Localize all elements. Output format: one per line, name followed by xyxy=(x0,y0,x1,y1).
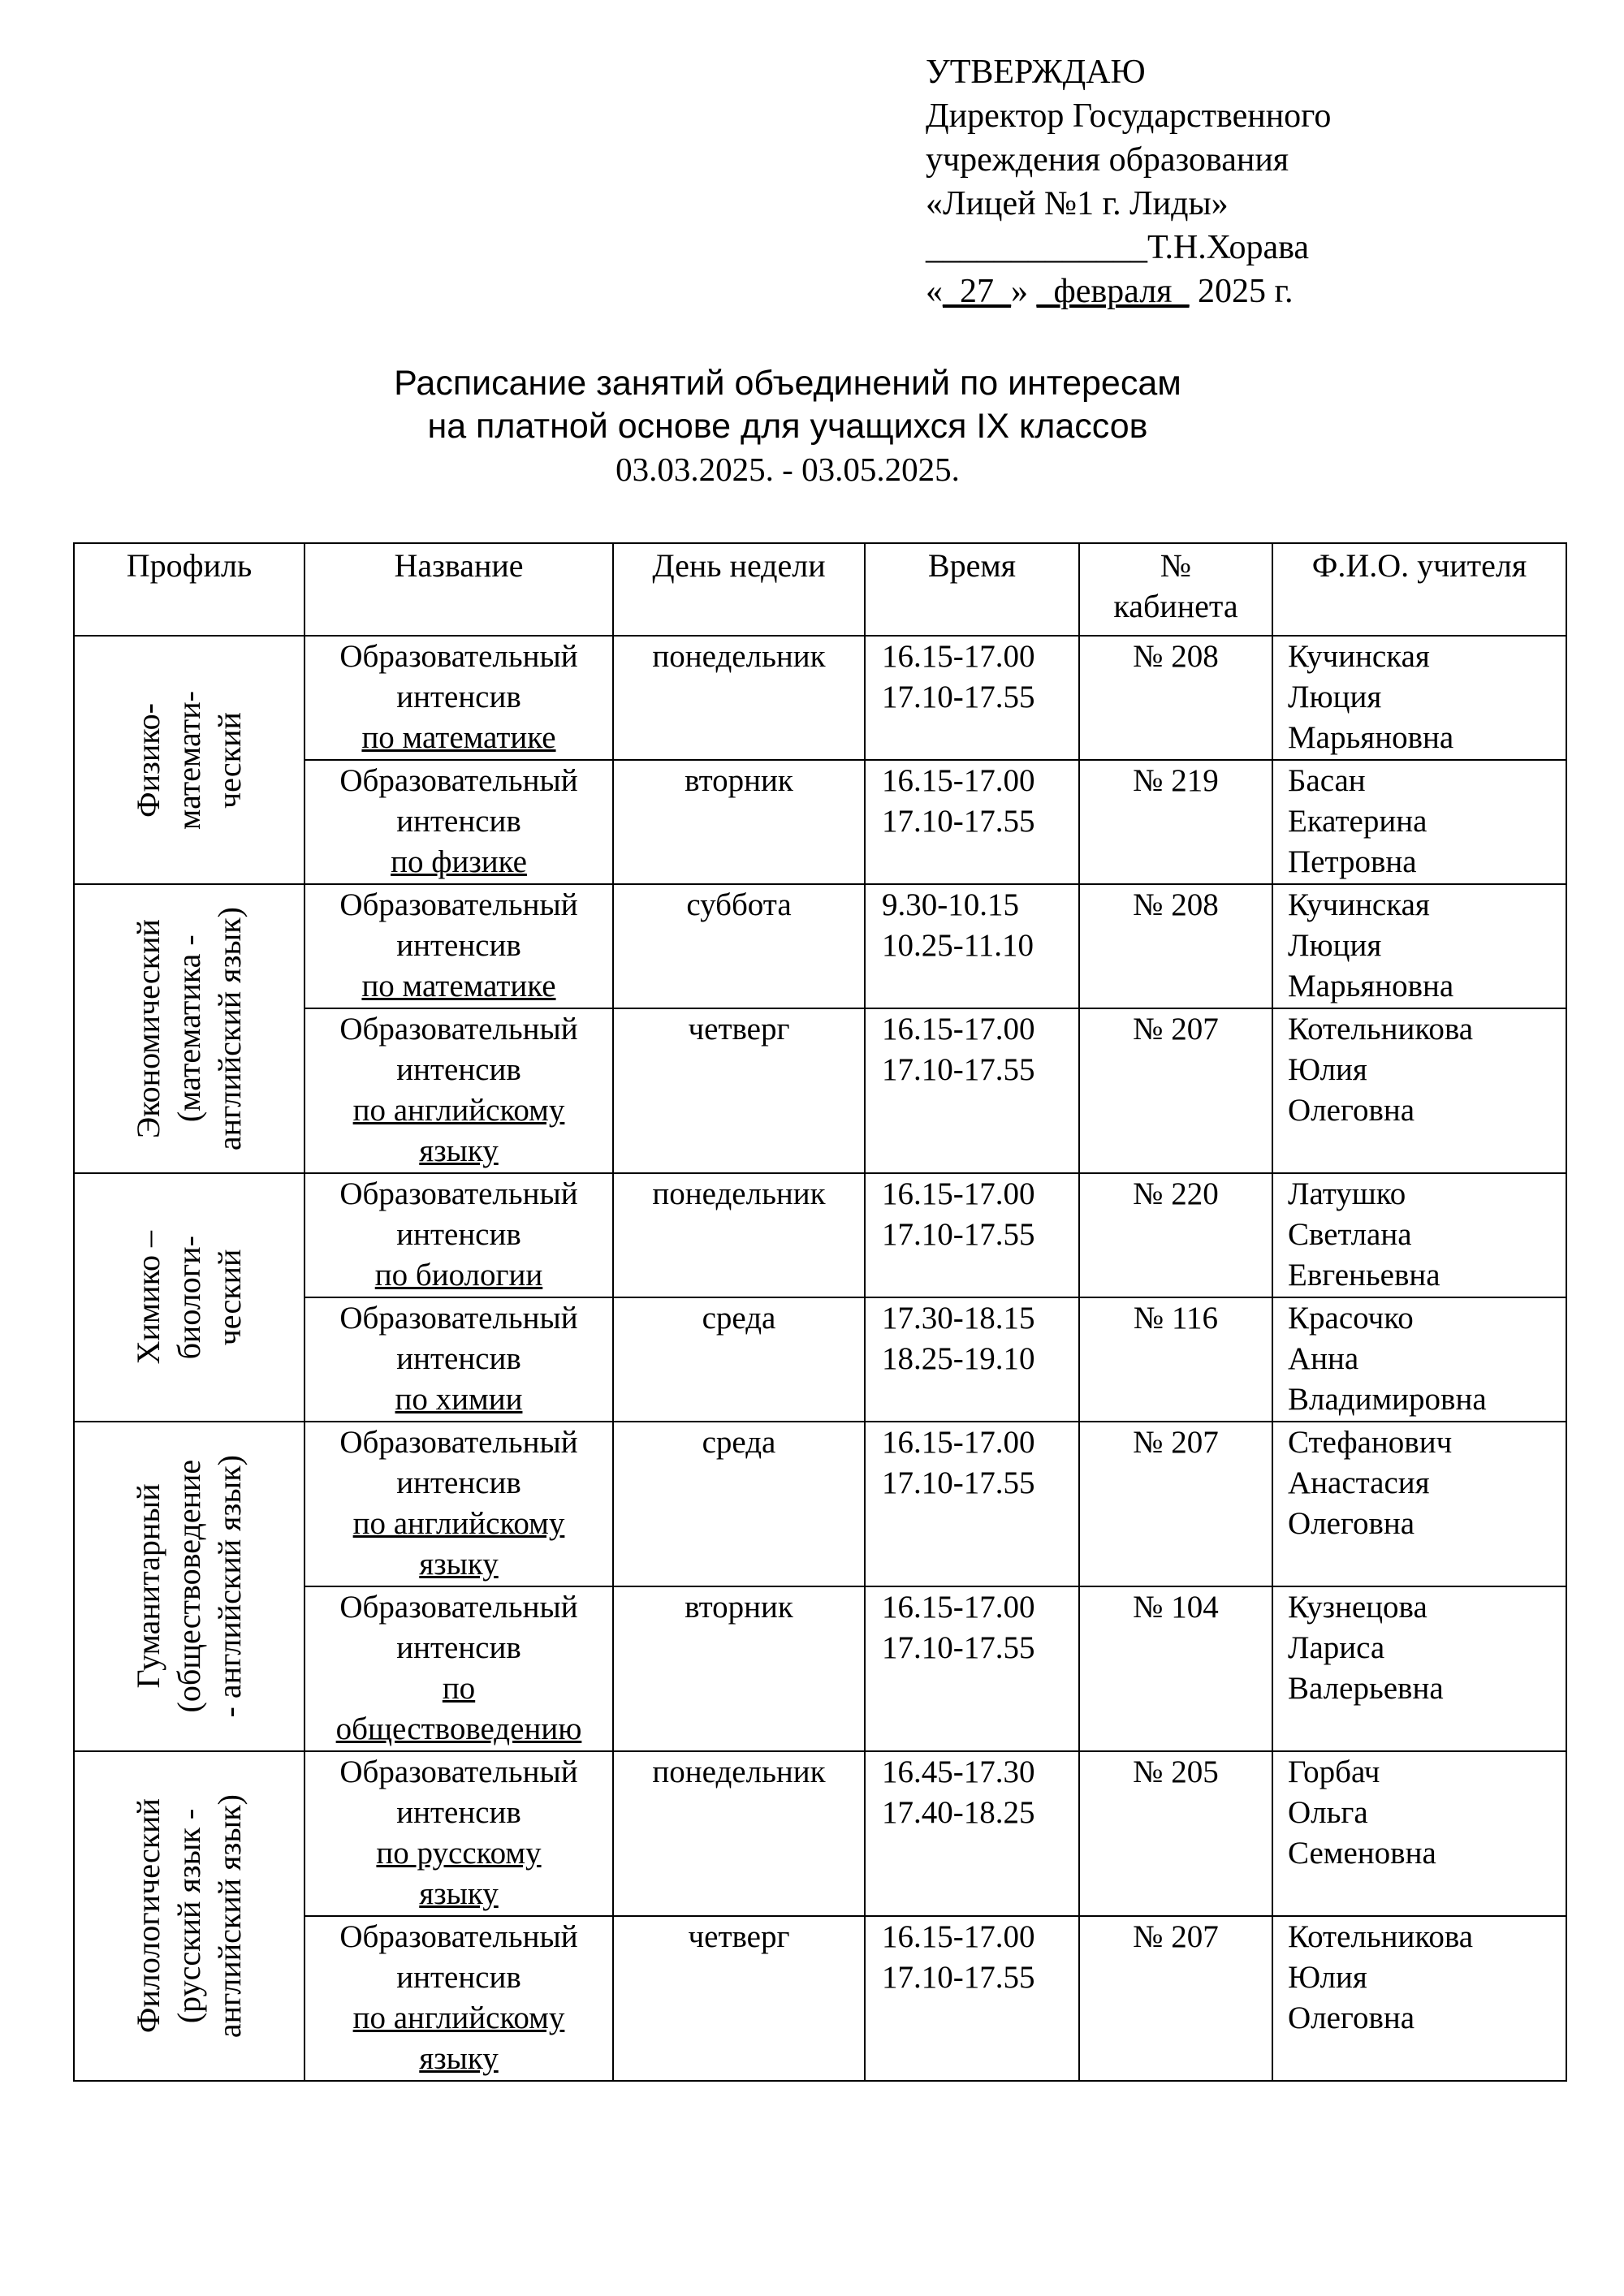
room-cell xyxy=(1079,1916,1272,2081)
teacher-cell xyxy=(1272,1297,1566,1422)
name-subject: языку xyxy=(419,1876,499,1911)
name-line: Образовательный xyxy=(339,1919,578,1954)
signature-name: __Т.Н.Хорава xyxy=(1113,229,1310,266)
time-slot-1: 16.15-17.00 xyxy=(882,1176,1035,1211)
name-cell xyxy=(304,1173,613,1297)
teacher-name-line: Горбач xyxy=(1288,1754,1380,1789)
table-row xyxy=(74,884,1566,1008)
profile-label xyxy=(128,691,250,830)
profile-label xyxy=(128,1794,250,2038)
teacher-name-line: Олеговна xyxy=(1288,2000,1415,2035)
name-cell xyxy=(304,1008,613,1173)
time-slot-2: 17.10-17.55 xyxy=(882,1052,1035,1087)
room-cell xyxy=(1079,1008,1272,1173)
approval-position: Директор Государственного xyxy=(926,97,1332,135)
name-subject: по химии xyxy=(395,1382,523,1417)
header-teacher: Ф.И.О. учителя xyxy=(1272,543,1566,636)
time-slot-2: 10.25-11.10 xyxy=(882,928,1034,963)
approval-institution-1: учреждения образования xyxy=(926,141,1289,179)
name-line: интенсив xyxy=(396,1795,521,1830)
teacher-name-line: Люция xyxy=(1288,680,1382,714)
profile-cell xyxy=(74,884,304,1173)
table-row xyxy=(74,636,1566,760)
profile-cell xyxy=(74,636,304,884)
name-subject: по биологии xyxy=(374,1258,543,1293)
name-line: Образовательный xyxy=(339,639,578,674)
time-slot-1: 16.15-17.00 xyxy=(882,1012,1035,1047)
name-subject: языку xyxy=(419,1133,499,1168)
schedule-table xyxy=(73,542,1567,2082)
profile-cell xyxy=(74,1173,304,1422)
room-number: № 220 xyxy=(1133,1176,1219,1211)
teacher-name-line: Кучинская xyxy=(1288,639,1430,674)
time-slot-2: 17.10-17.55 xyxy=(882,1217,1035,1252)
teacher-name-line: Лариса xyxy=(1288,1630,1385,1665)
name-cell xyxy=(304,884,613,1008)
profile-line: математи- xyxy=(171,690,207,830)
signature-blank: ___________ xyxy=(926,229,1113,266)
name-line: интенсив xyxy=(396,1052,521,1087)
room-cell xyxy=(1079,760,1272,884)
date-open: « xyxy=(926,273,943,310)
name-subject: по английскому xyxy=(352,2000,565,2035)
date-day: _27_ xyxy=(943,273,1011,310)
header-name: Название xyxy=(304,543,613,636)
teacher-name-line: Евгеньевна xyxy=(1288,1258,1440,1293)
profile-line: (обществоведение xyxy=(171,1460,207,1713)
name-cell xyxy=(304,1297,613,1422)
schedule-heading xyxy=(0,362,1575,491)
day-cell xyxy=(613,1422,865,1586)
teacher-name-line: Люция xyxy=(1288,928,1382,963)
name-line: интенсив xyxy=(396,1217,521,1252)
teacher-name-line: Владимировна xyxy=(1288,1382,1487,1417)
profile-line: биологи- xyxy=(171,1235,207,1360)
room-cell xyxy=(1079,1586,1272,1751)
approval-block xyxy=(926,50,1331,313)
teacher-name-line: Басан xyxy=(1288,763,1366,798)
time-slot-2: 17.10-17.55 xyxy=(882,680,1035,714)
heading-period: 03.03.2025. - 03.05.2025. xyxy=(615,451,960,488)
name-line: Образовательный xyxy=(339,1425,578,1460)
day-text: понедельник xyxy=(652,1176,826,1211)
time-cell xyxy=(865,1751,1079,1916)
profile-line: Химико – xyxy=(130,1230,166,1365)
heading-title-line2: на платной основе для учащихся IX классов xyxy=(427,407,1148,446)
time-slot-1: 16.15-17.00 xyxy=(882,1590,1035,1625)
time-slot-2: 17.40-18.25 xyxy=(882,1795,1035,1830)
profile-line: Филологический xyxy=(130,1798,166,2034)
profile-line: Физико- xyxy=(130,702,166,818)
teacher-cell xyxy=(1272,1422,1566,1586)
room-cell xyxy=(1079,884,1272,1008)
name-line: интенсив xyxy=(396,1341,521,1376)
name-line: интенсив xyxy=(396,1960,521,1995)
table-header-row xyxy=(74,543,1566,636)
profile-label xyxy=(128,1455,250,1717)
teacher-name-line: Олеговна xyxy=(1288,1506,1415,1541)
name-subject: по английскому xyxy=(352,1093,565,1128)
teacher-name-line: Светлана xyxy=(1288,1217,1412,1252)
day-text: понедельник xyxy=(652,639,826,674)
teacher-name-line: Екатерина xyxy=(1288,804,1427,839)
table-row xyxy=(74,1751,1566,1916)
teacher-name-line: Стефанович xyxy=(1288,1425,1453,1460)
approval-title: УТВЕРЖДАЮ xyxy=(926,54,1146,91)
teacher-cell xyxy=(1272,760,1566,884)
time-slot-2: 17.10-17.55 xyxy=(882,1960,1035,1995)
time-cell xyxy=(865,1586,1079,1751)
time-slot-2: 17.10-17.55 xyxy=(882,1630,1035,1665)
room-cell xyxy=(1079,636,1272,760)
time-slot-2: 18.25-19.10 xyxy=(882,1341,1035,1376)
name-subject: по математике xyxy=(361,720,556,755)
name-line: Образовательный xyxy=(339,1590,578,1625)
teacher-name-line: Красочко xyxy=(1288,1301,1414,1336)
teacher-name-line: Семеновна xyxy=(1288,1836,1436,1871)
day-cell xyxy=(613,636,865,760)
profile-line: (русский язык - xyxy=(171,1808,207,2024)
name-line: интенсив xyxy=(396,1465,521,1500)
time-cell xyxy=(865,1008,1079,1173)
room-number: № 205 xyxy=(1133,1754,1219,1789)
name-cell xyxy=(304,1916,613,2081)
time-cell xyxy=(865,1422,1079,1586)
time-slot-2: 17.10-17.55 xyxy=(882,804,1035,839)
day-text: вторник xyxy=(685,1590,793,1625)
teacher-cell xyxy=(1272,1916,1566,2081)
name-line: Образовательный xyxy=(339,1301,578,1336)
table-row xyxy=(74,1422,1566,1586)
day-cell xyxy=(613,1008,865,1173)
day-cell xyxy=(613,1916,865,2081)
name-subject: языку xyxy=(419,1547,499,1582)
profile-line: Гуманитарный xyxy=(130,1483,166,1690)
teacher-name-line: Кучинская xyxy=(1288,887,1430,922)
teacher-name-line: Анастасия xyxy=(1288,1465,1430,1500)
day-text: четверг xyxy=(688,1012,790,1047)
time-cell xyxy=(865,884,1079,1008)
teacher-name-line: Юлия xyxy=(1288,1960,1367,1995)
room-cell xyxy=(1079,1751,1272,1916)
time-slot-1: 17.30-18.15 xyxy=(882,1301,1035,1336)
day-text: вторник xyxy=(685,763,793,798)
teacher-cell xyxy=(1272,1008,1566,1173)
name-line: Образовательный xyxy=(339,763,578,798)
teacher-cell xyxy=(1272,1173,1566,1297)
teacher-name-line: Валерьевна xyxy=(1288,1671,1444,1706)
approval-institution-2: «Лицей №1 г. Лиды» xyxy=(926,185,1229,222)
header-profile: Профиль xyxy=(74,543,304,636)
profile-line: Экономический xyxy=(130,918,166,1139)
time-slot-1: 16.15-17.00 xyxy=(882,1919,1035,1954)
day-cell xyxy=(613,1586,865,1751)
time-slot-1: 16.15-17.00 xyxy=(882,763,1035,798)
profile-line: ческий xyxy=(211,1249,248,1346)
name-cell xyxy=(304,1751,613,1916)
teacher-name-line: Котельникова xyxy=(1288,1012,1474,1047)
header-room xyxy=(1079,543,1272,636)
profile-line: английский язык) xyxy=(211,1793,248,2039)
teacher-name-line: Марьяновна xyxy=(1288,720,1454,755)
profile-line: английский язык) xyxy=(211,906,248,1151)
profile-line: (математика - xyxy=(171,934,207,1123)
day-cell xyxy=(613,760,865,884)
teacher-name-line: Котельникова xyxy=(1288,1919,1474,1954)
time-slot-2: 17.10-17.55 xyxy=(882,1465,1035,1500)
profile-cell xyxy=(74,1751,304,2081)
time-cell xyxy=(865,760,1079,884)
header-room-line2: кабинета xyxy=(1113,588,1238,624)
schedule-body xyxy=(74,636,1566,2081)
name-cell xyxy=(304,1586,613,1751)
profile-label xyxy=(128,907,250,1150)
name-subject: языку xyxy=(419,2041,499,2076)
day-cell xyxy=(613,1297,865,1422)
name-line: Образовательный xyxy=(339,887,578,922)
name-cell xyxy=(304,636,613,760)
room-number: № 207 xyxy=(1133,1919,1219,1954)
teacher-cell xyxy=(1272,1586,1566,1751)
day-text: среда xyxy=(702,1301,776,1336)
profile-line: ческий xyxy=(211,711,248,809)
teacher-name-line: Юлия xyxy=(1288,1052,1367,1087)
name-line: Образовательный xyxy=(339,1176,578,1211)
table-row xyxy=(74,1173,1566,1297)
room-number: № 116 xyxy=(1133,1301,1218,1336)
profile-line: - английский язык) xyxy=(211,1455,248,1718)
day-cell xyxy=(613,1751,865,1916)
name-subject: по английскому xyxy=(352,1506,565,1541)
approval-date xyxy=(926,270,1331,313)
date-month: _февраля_ xyxy=(1036,273,1190,310)
room-cell xyxy=(1079,1173,1272,1297)
day-cell xyxy=(613,884,865,1008)
time-slot-1: 16.15-17.00 xyxy=(882,1425,1035,1460)
heading-title-line1: Расписание занятий объединений по интересам xyxy=(394,364,1181,403)
room-number: № 104 xyxy=(1133,1590,1219,1625)
day-cell xyxy=(613,1173,865,1297)
name-subject: по математике xyxy=(361,969,556,1003)
approval-signature xyxy=(926,226,1331,270)
teacher-name-line: Анна xyxy=(1288,1341,1359,1376)
room-cell xyxy=(1079,1297,1272,1422)
teacher-name-line: Олеговна xyxy=(1288,1093,1415,1128)
teacher-name-line: Ольга xyxy=(1288,1795,1368,1830)
time-cell xyxy=(865,1173,1079,1297)
teacher-name-line: Петровна xyxy=(1288,844,1417,879)
name-line: интенсив xyxy=(396,680,521,714)
time-cell xyxy=(865,1297,1079,1422)
name-cell xyxy=(304,1422,613,1586)
header-room-line1: № xyxy=(1160,547,1192,584)
teacher-name-line: Марьяновна xyxy=(1288,969,1454,1003)
name-line: интенсив xyxy=(396,928,521,963)
time-cell xyxy=(865,636,1079,760)
name-subject: обществоведению xyxy=(335,1711,582,1746)
name-line: Образовательный xyxy=(339,1012,578,1047)
name-cell xyxy=(304,760,613,884)
teacher-name-line: Кузнецова xyxy=(1288,1590,1427,1625)
name-subject: по физике xyxy=(391,844,527,879)
day-text: четверг xyxy=(688,1919,790,1954)
header-day: День недели xyxy=(613,543,865,636)
time-slot-1: 16.45-17.30 xyxy=(882,1754,1035,1789)
teacher-cell xyxy=(1272,1751,1566,1916)
header-time: Время xyxy=(865,543,1079,636)
profile-label xyxy=(128,1231,250,1364)
room-number: № 219 xyxy=(1133,763,1219,798)
day-text: суббота xyxy=(686,887,792,922)
name-line: интенсив xyxy=(396,1630,521,1665)
time-slot-1: 9.30-10.15 xyxy=(882,887,1019,922)
profile-cell xyxy=(74,1422,304,1751)
name-subject: по русскому xyxy=(376,1836,542,1871)
name-subject: по xyxy=(442,1671,476,1706)
room-cell xyxy=(1079,1422,1272,1586)
day-text: понедельник xyxy=(652,1754,826,1789)
teacher-cell xyxy=(1272,636,1566,760)
day-text: среда xyxy=(702,1425,776,1460)
time-slot-1: 16.15-17.00 xyxy=(882,639,1035,674)
room-number: № 208 xyxy=(1133,887,1219,922)
room-number: № 207 xyxy=(1133,1425,1219,1460)
date-mid: » xyxy=(1011,273,1037,310)
name-line: Образовательный xyxy=(339,1754,578,1789)
teacher-cell xyxy=(1272,884,1566,1008)
room-number: № 208 xyxy=(1133,639,1219,674)
teacher-name-line: Латушко xyxy=(1288,1176,1406,1211)
time-cell xyxy=(865,1916,1079,2081)
date-year: 2025 г. xyxy=(1189,273,1294,310)
name-line: интенсив xyxy=(396,804,521,839)
room-number: № 207 xyxy=(1133,1012,1219,1047)
